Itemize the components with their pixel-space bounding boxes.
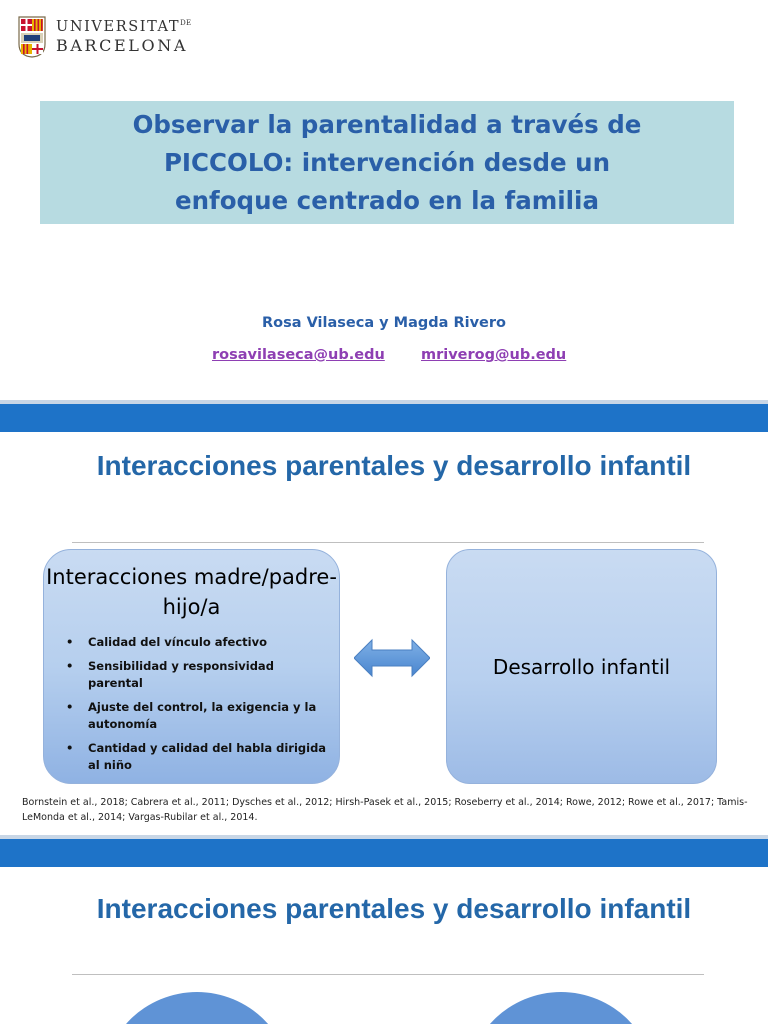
child-development-box xyxy=(446,549,717,784)
parental-interactions-box xyxy=(43,549,340,784)
list-item: • Cantidad y calidad del habla dirigida al niño xyxy=(66,740,328,774)
slide-separator xyxy=(0,835,768,867)
authors: Rosa Vilaseca y Magda Rivero xyxy=(261,315,506,331)
list-item: • Ajuste del control, la exigencia y la autonomía xyxy=(66,699,328,733)
slide-separator xyxy=(0,400,768,432)
slide-title: Interacciones parentales y desarrollo infantil xyxy=(96,893,692,924)
box-title: Interacciones madre/padre-hijo/a xyxy=(46,565,337,619)
logo-line1-suffix: DE xyxy=(180,18,192,27)
references-citation: Bornstein et al., 2018; Cabrera et al., 2011; Dysches et al., 2012; Hirsh-Pasek et al., 2015; Roseberry et al., 2014; Rowe, 2012; Rowe et al., 2017; Tamis-LeMonda et al., 2014; Vargas-Rubilar et al., 2014. xyxy=(22,797,748,823)
title-banner xyxy=(40,101,734,224)
list-item: • Calidad del vínculo afectivo xyxy=(66,634,328,651)
circle-shape xyxy=(102,992,292,1024)
title-slide xyxy=(0,0,768,400)
logo-wordmark xyxy=(56,20,191,55)
list-item: • Sensibilidad y responsividad parental xyxy=(66,658,328,692)
circle-shape xyxy=(466,992,656,1024)
slide-title: Interacciones parentales y desarrollo infantil xyxy=(96,450,692,481)
logo-line2: BARCELONA xyxy=(56,36,188,56)
university-logo xyxy=(18,16,191,58)
title-divider xyxy=(72,542,704,543)
presentation-title: Observar la parentalidad a través de PICCOLO: intervención desde un enfoque centrado en la familia xyxy=(132,109,642,215)
double-arrow-icon xyxy=(354,638,430,678)
email-link-vilaseca[interactable]: rosavilaseca@ub.edu xyxy=(212,347,385,363)
title-divider xyxy=(72,974,704,975)
box-label: Desarrollo infantil xyxy=(492,654,671,679)
email-link-rivero[interactable]: mriverog@ub.edu xyxy=(421,347,567,363)
logo-line1: UNIVERSITAT xyxy=(56,18,181,35)
bullet-list xyxy=(66,634,328,781)
university-shield-icon xyxy=(18,16,46,58)
